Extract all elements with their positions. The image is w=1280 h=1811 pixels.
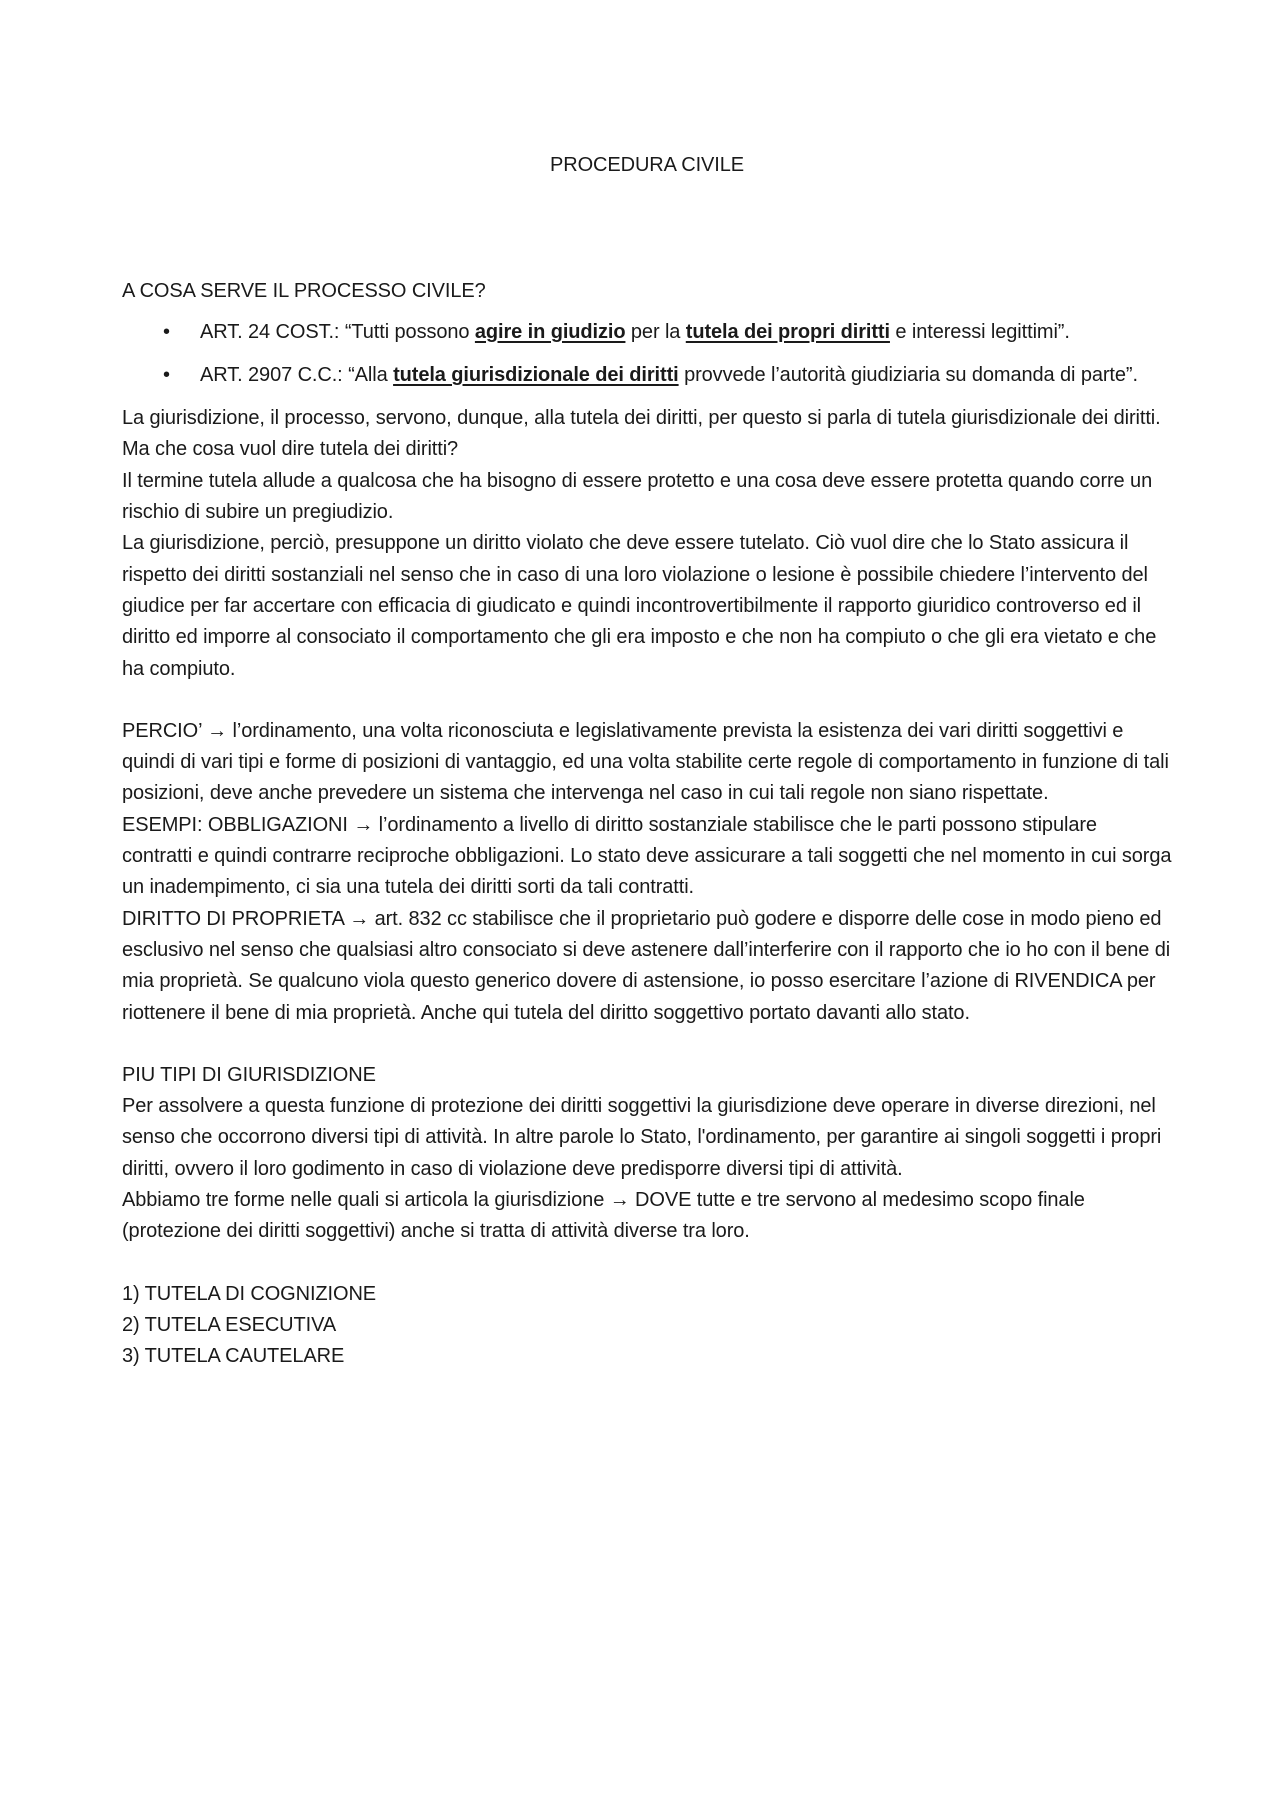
paragraph-text: l’ordinamento, una volta riconosciuta e legislativamente prevista la esistenza dei vari diritti soggettivi e quindi di vari tipi e forme di posizioni di vantaggio, ed una volta stabilite certe regole di comportamento in funzione di tali posizioni, deve anche prevedere un sistema che intervenga nel caso in cui tali regole non siano rispettate. <box>122 719 1169 805</box>
list-item-cognizione: 1) TUTELA DI COGNIZIONE <box>122 1282 377 1305</box>
bullet-text: ART. 24 COST.: “Tutti possono <box>200 320 475 343</box>
emphasized-text: agire in giudizio <box>474 320 626 343</box>
lead-text: ESEMPI: OBBLIGAZIONI <box>122 813 348 836</box>
bullet-marker: • <box>163 320 170 343</box>
section-heading-giurisdizione: PIU TIPI DI GIURISDIZIONE <box>122 1063 376 1086</box>
bullet-item-art24 <box>122 317 1172 348</box>
bullet-marker: • <box>163 363 170 386</box>
paragraph: Per assolvere a questa funzione di protezione dei diritti soggettivi la giurisdizione deve operare in diverse direzioni, nel senso che occorrono diversi tipi di attività. In altre parole lo Stato, l'ordinamento, per garantire ai singoli soggetti i propri diritti, ovvero il loro godimento in caso di violazione deve predisporre diversi tipi di attività. <box>122 1095 1162 1180</box>
bullet-text: ART. 2907 C.C.: “Alla <box>200 363 394 386</box>
list-item-cautelare: 3) TUTELA CAUTELARE <box>122 1345 345 1368</box>
paragraph-text: art. 832 cc stabilisce che il proprietario può godere e disporre delle cose in modo pieno ed esclusivo nel senso che qualsiasi altro consociato si deve astenere dall’interferire con il rapporto che io ho con il bene di mia proprietà. Se qualcuno viola questo generico dovere di astensione, io posso esercitare l’azione di RIVENDICA per riottenere il bene di mia proprietà. Anche qui tutela del diritto soggettivo portato davanti allo stato. <box>122 907 1171 1024</box>
emphasized-text: tutela giurisdizionale dei diritti <box>393 363 679 386</box>
lead-text: DIRITTO DI PROPRIETA <box>122 907 344 930</box>
paragraph-text: l’ordinamento a livello di diritto sostanziale stabilisce che le parti possono stipulare contratti e quindi contrarre reciproche obbligazioni. Lo stato deve assicurare a tali soggetti che nel momento in cui sorga un inadempimento, ci sia una tutela dei diritti sorti da tali contratti. <box>122 813 1172 899</box>
paragraph-proprieta <box>122 904 1172 1029</box>
arrow-right-icon: → <box>609 1189 630 1212</box>
paragraph-tre-forme <box>122 1185 1172 1248</box>
lead-text: Abbiamo tre forme nelle quali si articola la giurisdizione <box>122 1189 605 1212</box>
arrow-right-icon: → <box>349 907 370 930</box>
document-body <box>122 150 1172 1373</box>
list-item-esecutiva: 2) TUTELA ESECUTIVA <box>122 1313 337 1336</box>
spacer <box>122 1029 1172 1060</box>
arrow-right-icon: → <box>207 719 228 742</box>
paragraph: Il termine tutela allude a qualcosa che ha bisogno di essere protetto e una cosa deve essere protetta quando corre un rischio di subire un pregiudizio. <box>122 469 1153 524</box>
paragraph-obbligazioni <box>122 810 1172 904</box>
bullet-text: e interessi legittimi”. <box>889 320 1070 343</box>
spacer <box>122 1248 1172 1279</box>
bullet-item-art2907 <box>122 360 1172 391</box>
emphasized-text: tutela dei propri diritti <box>685 320 890 343</box>
spacer <box>122 685 1172 716</box>
bullet-text: per la <box>625 320 686 343</box>
section-heading-purpose: A COSA SERVE IL PROCESSO CIVILE? <box>122 280 486 303</box>
document-title: PROCEDURA CIVILE <box>549 154 744 176</box>
lead-text: PERCIO’ <box>122 719 202 742</box>
paragraph-text: DOVE tutte e tre servono al medesimo scopo finale (protezione dei diritti soggettivi) anche si tratta di attività diverse tra loro. <box>122 1189 1085 1243</box>
bullet-list-articles <box>122 317 1172 392</box>
bullet-text: provvede l’autorità giudiziaria su domanda di parte”. <box>678 363 1138 386</box>
paragraph: La giurisdizione, perciò, presuppone un diritto violato che deve essere tutelato. Ciò vuol dire che lo Stato assicura il rispetto dei diritti sostanziali nel senso che in caso di una loro violazione o lesione è possibile chiedere l’intervento del giudice per far accertare con efficacia di giudicato e quindi incontrovertibilmente il rapporto giuridico controverso ed il diritto ed imporre al consociato il comportamento che gli era imposto e che non ha compiuto o che gli era vietato e che ha compiuto. <box>122 532 1157 680</box>
arrow-right-icon: → <box>353 813 374 836</box>
paragraph: La giurisdizione, il processo, servono, dunque, alla tutela dei diritti, per questo si parla di tutela giurisdizionale dei diritti. <box>122 407 1161 430</box>
paragraph-percio <box>122 716 1172 810</box>
paragraph: Ma che cosa vuol dire tutela dei diritti? <box>122 438 459 461</box>
